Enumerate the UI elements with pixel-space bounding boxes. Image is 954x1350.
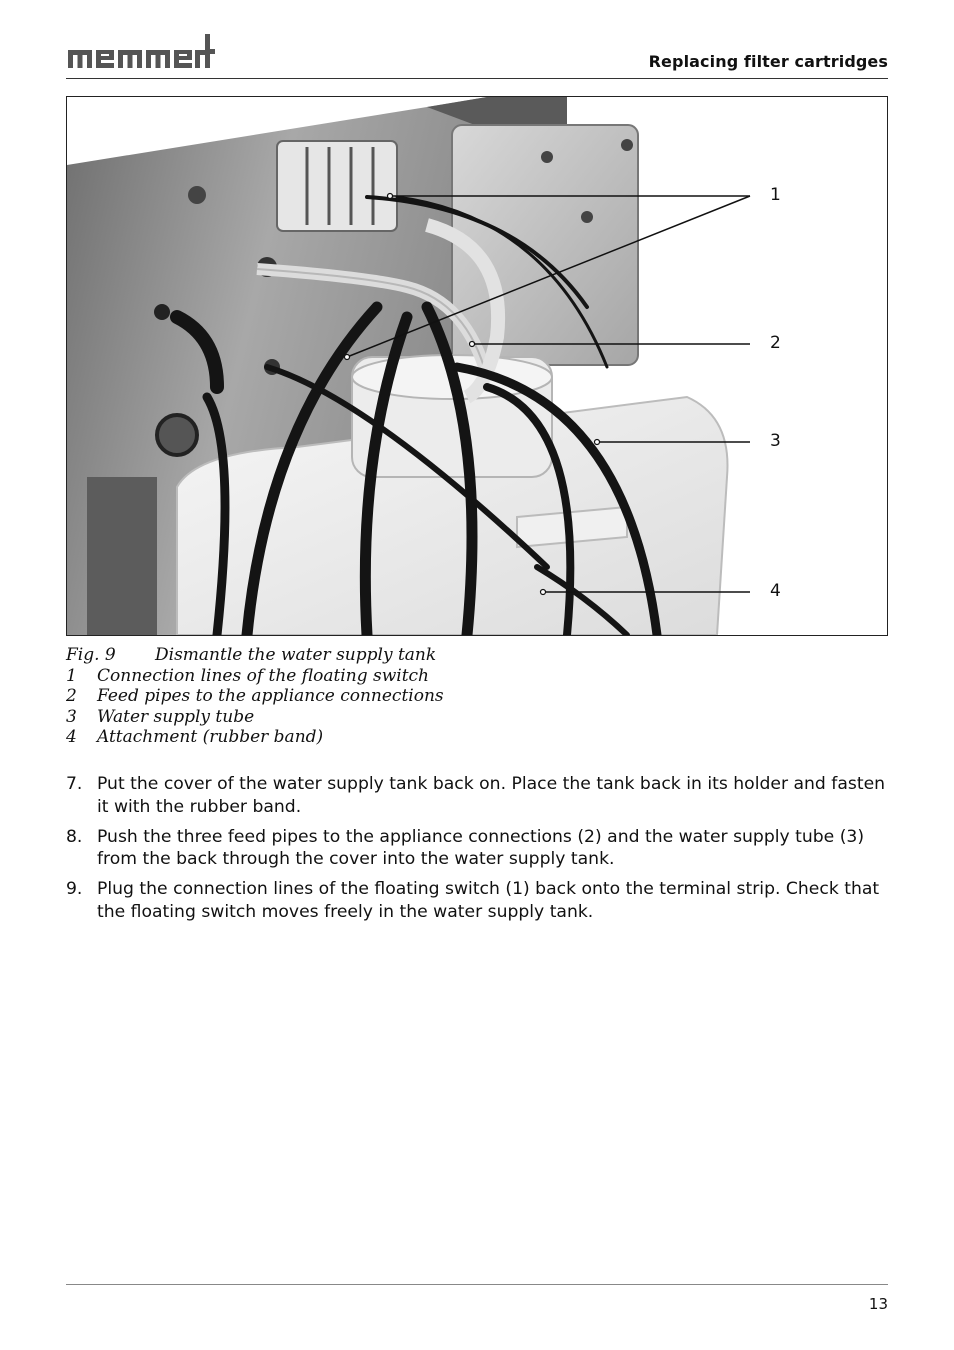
figure-label: Fig. 9 (66, 645, 116, 665)
instruction-step (66, 878, 888, 923)
step-number: 9. (66, 879, 83, 899)
step-text: Put the cover of the water supply tank back on. Place the tank back in its holder and fasten it with the rubber band. (97, 774, 886, 817)
caption-item-number: 2 (66, 686, 77, 706)
caption-item (66, 666, 444, 687)
caption-item-text: Feed pipes to the appliance connections (97, 686, 444, 706)
callout-3: 3 (770, 431, 781, 451)
callout-2: 2 (770, 333, 781, 353)
caption-item (66, 727, 444, 748)
header-divider (66, 78, 888, 79)
caption-item-text: Water supply tube (97, 706, 255, 727)
memmert-logo (66, 32, 216, 72)
figure-caption-title-row (66, 645, 444, 666)
footer-divider (66, 1284, 888, 1285)
step-text: Plug the connection lines of the floating switch (1) back onto the terminal strip. Check that the floating switch moves freely in the water supply tank. (97, 879, 880, 922)
figure-title: Dismantle the water supply tank (155, 645, 437, 665)
step-text: Push the three feed pipes to the appliance connections (2) and the water supply tube (3) from the back through the cover into the water supply tank. (97, 826, 865, 869)
caption-item (66, 686, 444, 707)
instruction-step (66, 773, 888, 818)
callout-1: 1 (770, 185, 781, 205)
section-title: Replacing filter cartridges (648, 52, 888, 71)
callout-4: 4 (770, 581, 781, 601)
step-number: 7. (66, 774, 83, 794)
caption-item (66, 707, 444, 728)
page-number: 13 (868, 1295, 888, 1313)
figure-photo-water-supply-tank (66, 96, 888, 636)
caption-item-number: 1 (66, 665, 77, 686)
caption-item-number: 4 (66, 727, 77, 747)
figure-caption (66, 645, 444, 748)
caption-item-number: 3 (66, 706, 77, 727)
caption-item-text: Connection lines of the floating switch (97, 665, 429, 686)
caption-item-text: Attachment (rubber band) (97, 727, 324, 747)
step-number: 8. (66, 826, 83, 847)
instruction-step (66, 826, 888, 871)
instruction-steps (66, 773, 888, 931)
